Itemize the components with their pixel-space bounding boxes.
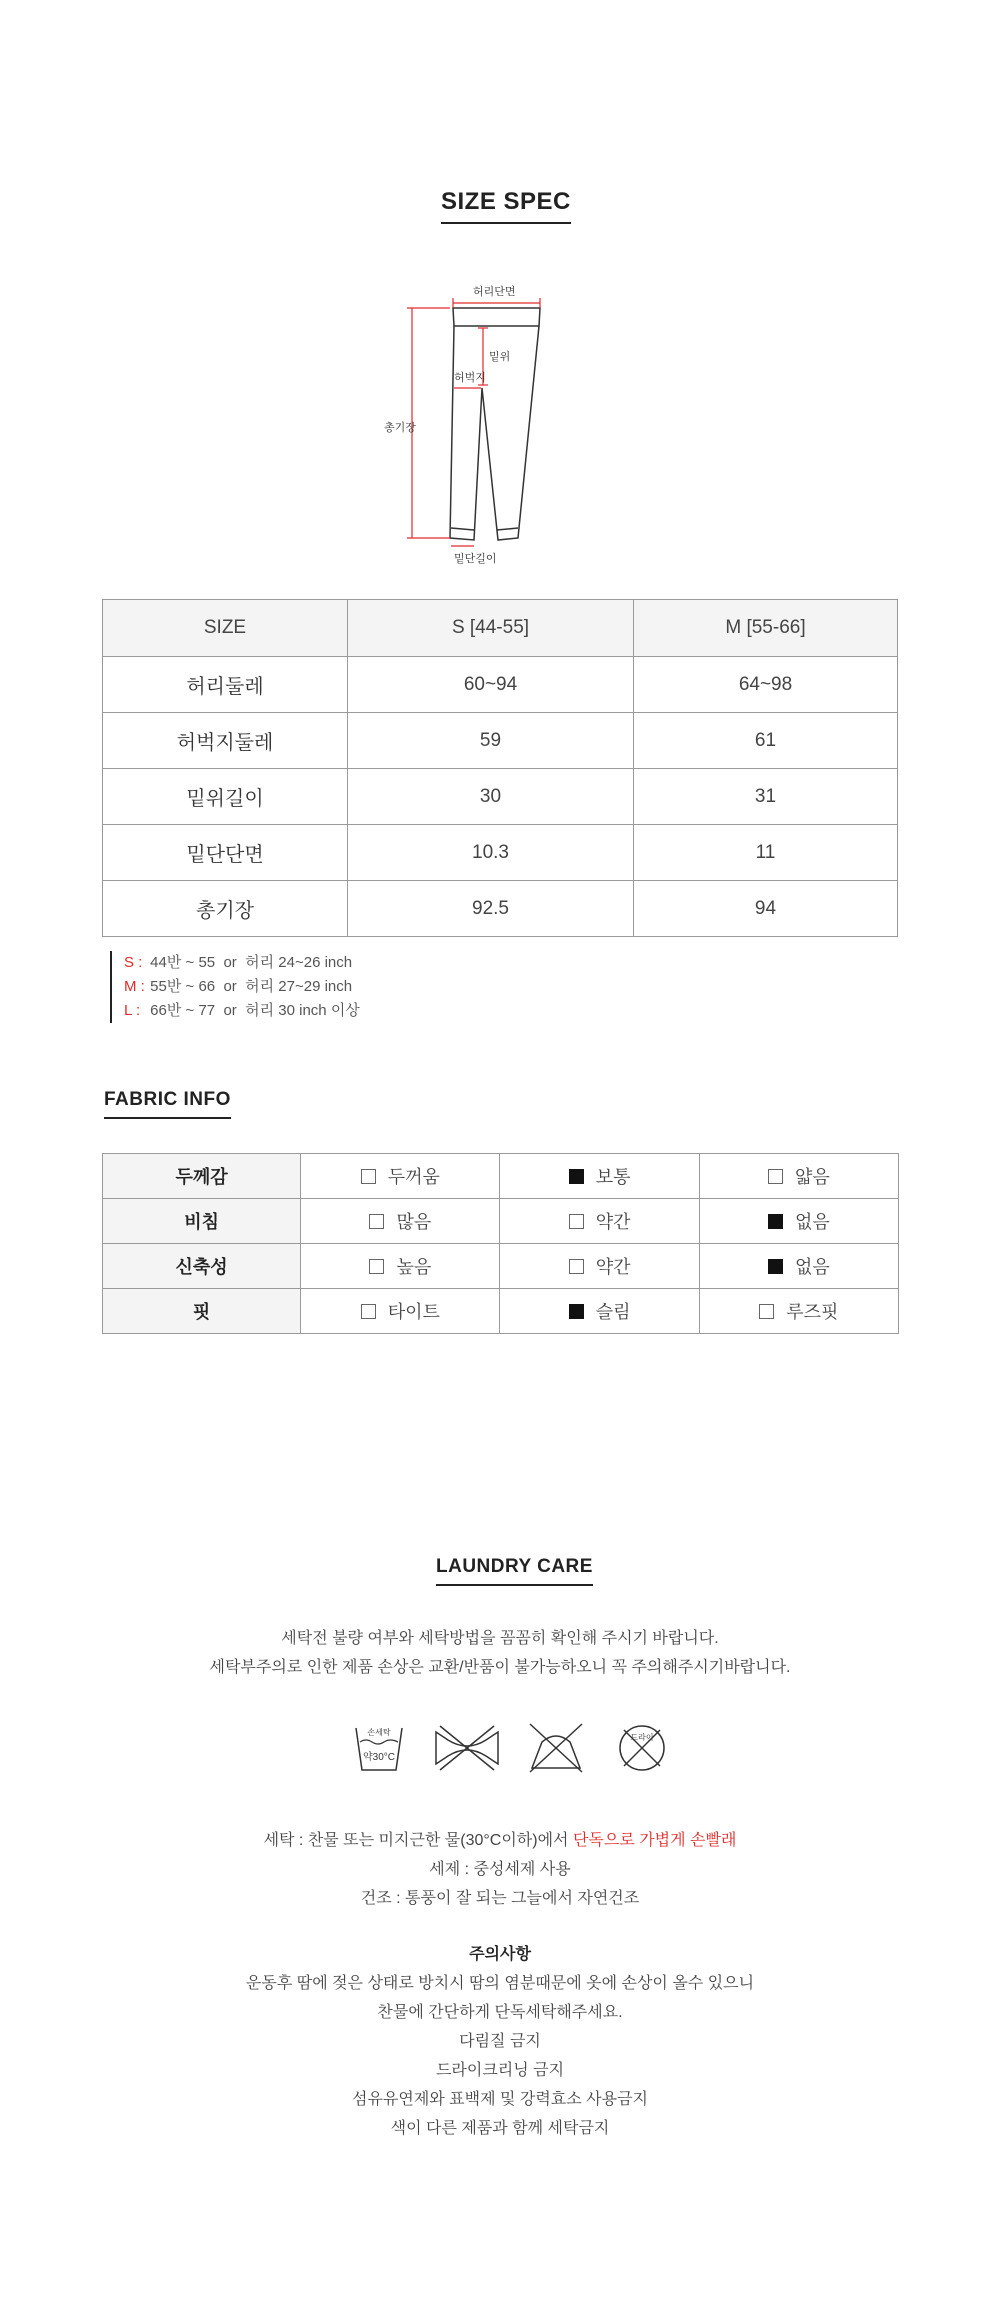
checked-checkbox-icon: [569, 1169, 584, 1184]
caution-section: [0, 1940, 1000, 2143]
hand-wash-temp-text: 약30°C: [362, 1752, 396, 1763]
fabric-option: [500, 1289, 699, 1334]
note-text: 66반 ~ 77 or 허리 30 inch 이상: [150, 1002, 360, 1019]
fabric-option: [699, 1244, 898, 1289]
fabric-option-label: 없음: [794, 1212, 830, 1232]
size-table-header-row: [103, 600, 898, 657]
fabric-option-label: 두꺼움: [387, 1167, 440, 1187]
unchecked-checkbox-icon: [361, 1169, 376, 1184]
row-label: 밑단단면: [103, 825, 348, 881]
unchecked-checkbox-icon: [768, 1169, 783, 1184]
cell-s: 60~94: [348, 657, 634, 713]
size-spec-table: [102, 599, 898, 937]
rise-label: 밑위: [489, 351, 511, 363]
caution-line: 운동후 땀에 젖은 상태로 방치시 땀의 염분때문에 옷에 손상이 올수 있으니: [245, 1975, 755, 1992]
unchecked-checkbox-icon: [759, 1304, 774, 1319]
no-bleach-icon: [526, 1720, 586, 1776]
note-size-label: L :: [124, 1002, 141, 1019]
caution-line: 섬유유연제와 표백제 및 강력효소 사용금지: [352, 2091, 648, 2108]
drying-line: 건조 : 통풍이 잘 되는 그늘에서 자연건조: [360, 1890, 640, 1907]
fabric-option: [699, 1199, 898, 1244]
fabric-row-label: 두께감: [103, 1154, 301, 1199]
fabric-option-label: 슬림: [595, 1302, 631, 1322]
fabric-row: [103, 1199, 899, 1244]
fabric-row: [103, 1154, 899, 1199]
unchecked-checkbox-icon: [369, 1259, 384, 1274]
fabric-row: [103, 1244, 899, 1289]
laundry-care-title: LAUNDRY CARE: [436, 1556, 593, 1586]
fabric-option-label: 약간: [595, 1257, 631, 1277]
size-header: SIZE: [103, 600, 348, 657]
cell-m: 94: [634, 881, 898, 937]
unchecked-checkbox-icon: [569, 1259, 584, 1274]
caution-line: 드라이크리닝 금지: [435, 2062, 565, 2079]
fabric-row-label: 신축성: [103, 1244, 301, 1289]
note-size-label: S :: [124, 954, 143, 971]
fabric-option: [500, 1199, 699, 1244]
fabric-option-label: 높음: [396, 1257, 432, 1277]
checked-checkbox-icon: [569, 1304, 584, 1319]
hand-wash-icon: [350, 1720, 410, 1776]
size-notes: [110, 951, 360, 1023]
cell-s: 10.3: [348, 825, 634, 881]
table-row: [103, 881, 898, 937]
fabric-option: [699, 1154, 898, 1199]
cell-s: 59: [348, 713, 634, 769]
fabric-option: [301, 1244, 500, 1289]
cell-m: 11: [634, 825, 898, 881]
fabric-option-label: 루즈핏: [786, 1302, 839, 1322]
table-row: [103, 657, 898, 713]
note-size-label: M :: [124, 978, 145, 995]
intro-line: 세탁부주의로 인한 제품 손상은 교환/반품이 불가능하오니 꼭 주의해주시기바랍니다.: [209, 1659, 791, 1676]
note-text: 55반 ~ 66 or 허리 27~29 inch: [150, 978, 353, 995]
laundry-intro: [0, 1624, 1000, 1682]
cell-m: 31: [634, 769, 898, 825]
cell-m: 64~98: [634, 657, 898, 713]
cell-m: 61: [634, 713, 898, 769]
size-s-header: S [44-55]: [348, 600, 634, 657]
wash-line: [0, 1826, 1000, 1855]
checked-checkbox-icon: [768, 1214, 783, 1229]
cell-s: 92.5: [348, 881, 634, 937]
fabric-option-label: 얇음: [794, 1167, 830, 1187]
fabric-option-label: 없음: [794, 1257, 830, 1277]
table-row: [103, 825, 898, 881]
fabric-option: [500, 1244, 699, 1289]
fabric-row-label: 핏: [103, 1289, 301, 1334]
size-spec-title: SIZE SPEC: [441, 188, 571, 224]
size-note: [124, 975, 360, 999]
leggings-measurement-diagram: [384, 278, 570, 568]
fabric-option-label: 보통: [595, 1167, 631, 1187]
no-dry-clean-icon: [612, 1720, 672, 1776]
unchecked-checkbox-icon: [361, 1304, 376, 1319]
caution-title: 주의사항: [469, 1946, 531, 1963]
caution-line: 다림질 금지: [459, 2033, 541, 2050]
size-note: [124, 999, 360, 1023]
wash-highlight: 단독으로 가볍게 손빨래: [572, 1832, 737, 1849]
row-label: 허리둘레: [103, 657, 348, 713]
thigh-label: 허벅지: [454, 372, 486, 384]
fabric-row-label: 비침: [103, 1199, 301, 1244]
fabric-option: [699, 1289, 898, 1334]
dry-clean-text: 드라이: [630, 1733, 654, 1742]
fabric-option: [301, 1154, 500, 1199]
fabric-option: [301, 1199, 500, 1244]
size-m-header: M [55-66]: [634, 600, 898, 657]
fabric-info-title: FABRIC INFO: [104, 1089, 231, 1119]
row-label: 허벅지둘레: [103, 713, 348, 769]
fabric-row: [103, 1289, 899, 1334]
fabric-option-label: 타이트: [387, 1302, 440, 1322]
total-length-label: 총기장: [384, 422, 416, 434]
unchecked-checkbox-icon: [369, 1214, 384, 1229]
checked-checkbox-icon: [768, 1259, 783, 1274]
caution-line: 찬물에 간단하게 단독세탁해주세요.: [377, 2004, 623, 2021]
leggings-outline: [450, 308, 540, 540]
row-label: 총기장: [103, 881, 348, 937]
wash-instructions: [0, 1826, 1000, 1913]
fabric-info-table: [102, 1153, 899, 1334]
detergent-line: 세제 : 중성세제 사용: [429, 1861, 571, 1878]
table-row: [103, 713, 898, 769]
wash-text: 세탁 : 찬물 또는 미지근한 물(30°C이하)에서: [263, 1832, 573, 1849]
fabric-option-label: 약간: [595, 1212, 631, 1232]
intro-line: 세탁전 불량 여부와 세탁방법을 꼼꼼히 확인해 주시기 바랍니다.: [281, 1630, 719, 1647]
note-text: 44반 ~ 55 or 허리 24~26 inch: [150, 954, 353, 971]
fabric-option: [500, 1154, 699, 1199]
fabric-option-label: 많음: [396, 1212, 432, 1232]
waist-width-label: 허리단면: [473, 286, 516, 298]
hem-label: 밑단길이: [454, 553, 497, 565]
care-icons: [350, 1720, 670, 1776]
size-note: [124, 951, 360, 975]
caution-line: 색이 다른 제품과 함께 세탁금지: [390, 2120, 610, 2137]
hand-wash-top-text: 손세탁: [367, 1728, 391, 1737]
table-row: [103, 769, 898, 825]
cell-s: 30: [348, 769, 634, 825]
unchecked-checkbox-icon: [569, 1214, 584, 1229]
fabric-option: [301, 1289, 500, 1334]
row-label: 밑위길이: [103, 769, 348, 825]
no-tumble-dry-icon: [432, 1720, 492, 1776]
